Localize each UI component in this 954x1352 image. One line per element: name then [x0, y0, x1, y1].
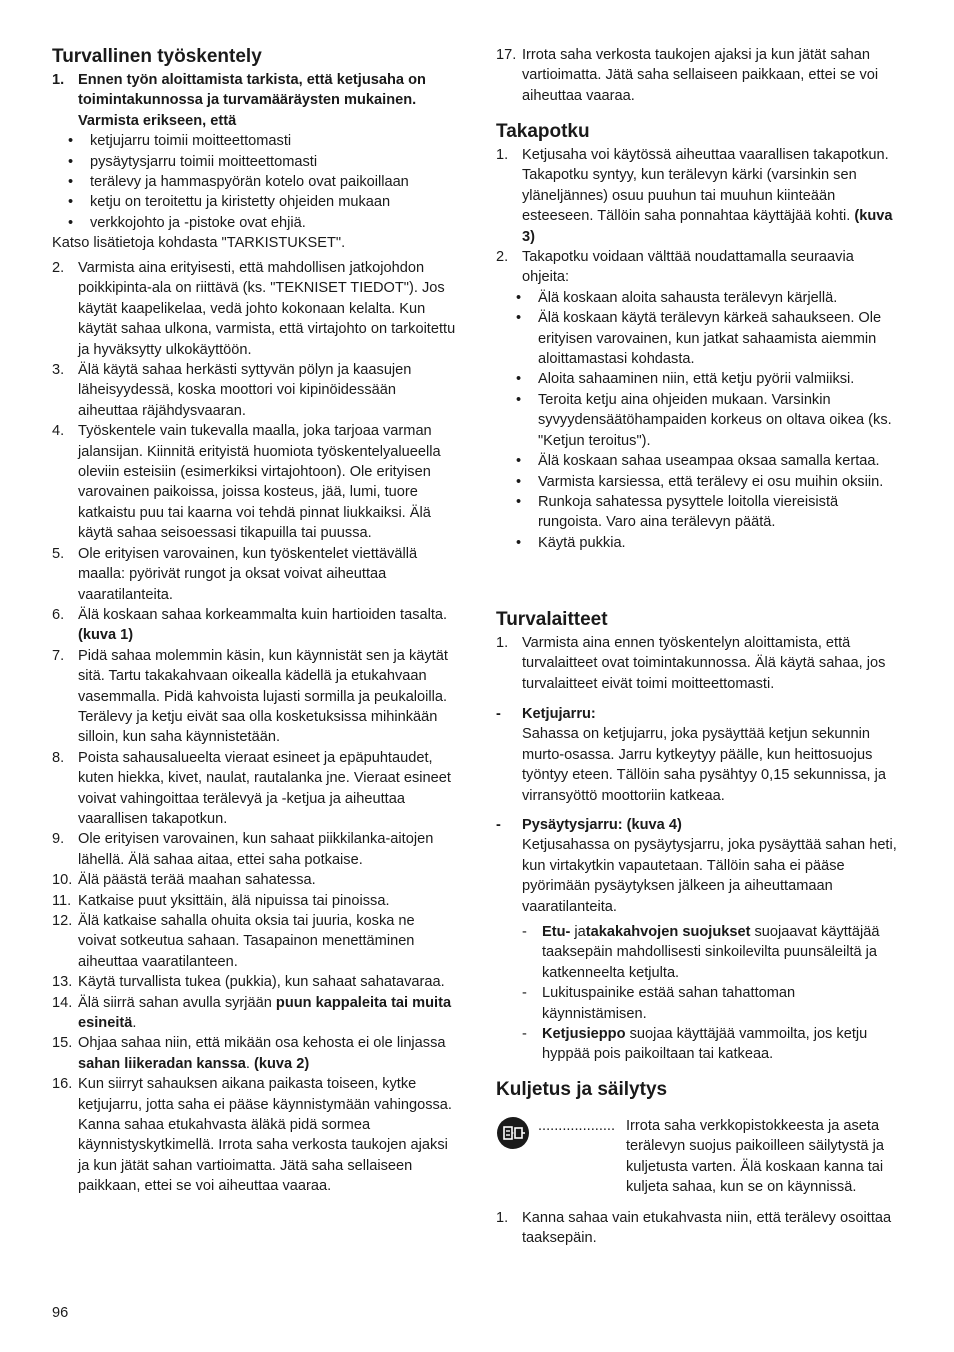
list-item: 1. Ketjusaha voi käytössä aiheuttaa vaarallisen takapotkun. Takapotku syntyy, kun terälevyn kärki (varsinkin sen yläneljännes) osuu puuhun tai muuhun kiinteään esteeseen. Tällöin saha ponnahtaa käyttäjää kohti. (kuva 3) — [496, 147, 893, 245]
list-item-14: 14. Älä siirrä sahan avulla syrjään puun kappaleita tai muita esineitä. — [52, 994, 452, 1032]
list-item-6: 6. Älä koskaan sahaa korkeammalta kuin hartioiden tasalta. (kuva 1) — [52, 606, 448, 644]
list-item-9: 9. Ole erityisen varovainen, kun sahaat piikkilanka-aitojen lähellä. Älä sahaa aitaa, ettei saha potkaise. — [52, 831, 434, 868]
section-heading-kuljetus: Kuljetus ja säilytys — [496, 1079, 668, 1100]
list-item-15: 15. Ohjaa sahaa niin, että mikään osa kehosta ei ole linjassa sahan liikeradan kanssa. (kuva 2) — [52, 1035, 446, 1072]
stop-brake-block: - Pysäytysjarru: (kuva 4) Ketjusahassa on pysäytysjarru, joka pysäyttää sahan heti, kun virtakytkin vapautetaan. Tällöin saha ei pääse pyörimään pysäytyksen jälkeen ja aiheuttamaan vaaratilanteita. — [496, 817, 897, 915]
transport-warning: Irrota saha verkkopistokkeesta ja aseta terälevyn suojus paikoilleen säilytystä ja kuljetusta varten. Älä koskaan kanna tai kuljeta sahaa, kun se on käynnissä. — [626, 1118, 884, 1196]
kickback-tips-list — [496, 288, 900, 553]
list-item: • terälevy ja hammaspyörän kotelo ovat paikoillaan — [68, 174, 409, 191]
list-item-16: 16. Kun siirryt sahauksen aikana paikasta toiseen, kytke ketjujarru, jotta saha ei pääse käynnistymään vahingossa. Kanna sahaa etukahvasta äläkä pidä sormea käynnistyskytkimellä. Irrota saha verkosta taukojen ajaksi ja kun jätät sahan vartioimatta. Jätä saha sellaiseen paikkaan, ettei se voi aiheuttaa vaaraa. — [52, 1076, 452, 1195]
list-item: 1. Kanna sahaa vain etukahvasta niin, että terälevy osoittaa taaksepäin. — [496, 1210, 892, 1247]
list-item-7: 7. Pidä sahaa molemmin käsin, kun käynnistät sen ja käytät sitä. Tartu takakahvaan oikealla kädellä ja etukahvaan vasemmalla. Pidä kahvoista lujasti sormilla ja peukaloilla. Terälevy ja ketju eivät saa olla kosketuksissa mihinkään silloin, kun saha käynnistetään. — [52, 647, 448, 746]
list-item: • Älä koskaan käytä terälevyn kärkeä sahaukseen. Ole erityisen varovainen, kun jatkat sahaamista aiemmin aloittamastasi kohdasta. — [516, 310, 882, 368]
list-item: - Ketjusieppo suojaa käyttäjää vammoilta, jos ketju hyppää pois paikoiltaan tai katkeaa. — [522, 1026, 868, 1063]
list-item-8: 8. Poista sahausalueelta vieraat esineet ja epäpuhtaudet, kuten hiekka, kivet, naulat, rautalanka jne. Vieraat esineet voivat vahingoittaa terälevyä ja -ketjua ja aiheuttaa vaarallisen takapotkun. — [52, 749, 451, 827]
list-item-4: 4. Työskentele vain tukevalla maalla, joka tarjoaa varman jalansijan. Kiinnitä erityistä huomiota työskentelyalueella oleviin esteisiin (esimerkiksi virtajohtoon). Ole erityisen varovainen paikoissa, joissa kosteus, jää, lumi, tuore katkaistu puu tai kaarna voi tehdä pinnat liukkaiksi. Älä käytä sahaa seisoessasi tikapuilla tai puussa. — [52, 423, 441, 542]
list-item-1 — [52, 70, 456, 254]
list-item-11: 11. Katkaise puut yksittäin, älä nipuissa tai pinoissa. — [52, 892, 390, 909]
list-item: - Lukituspainike estää sahan tahattoman käynnistämisen. — [522, 985, 796, 1022]
reference-note: Katso lisätietoja kohdasta "TARKISTUKSET". — [52, 235, 346, 252]
leader-dots: ................... — [538, 1118, 616, 1134]
page-number: 96 — [52, 1305, 69, 1321]
list-item-2: 2. Varmista aina erityisesti, että mahdollisen jatkojohdon poikkipinta-ala on riittävä (ks. "TEKNISET TIEDOT"). Jos käytät kaapelikelaa, vedä johto kokonaan kelalta. Kun käytät sahaa ulkona, varmista, että virtajohto on tarkoitettu ja hyväksytty ulkokäyttöön. — [52, 260, 456, 358]
numbered-list — [52, 258, 456, 1197]
unplug-icon — [496, 1116, 538, 1150]
transport-list — [496, 1208, 900, 1249]
list-item-10: 10. Älä päästä terää maahan sahatessa. — [52, 872, 316, 889]
turvalaitteet-list — [496, 633, 900, 694]
list-item: • Varmista karsiessa, että terälevy ei osu muihin oksiin. — [516, 473, 884, 490]
list-item: 2. Takapotku voidaan välttää noudattamalla seuraavia ohjeita: — [496, 249, 854, 286]
list-item-12: 12. Älä katkaise sahalla ohuita oksia tai juuria, koska ne voivat sotkeutua sahaan. Tasapainon menettäminen aiheuttaa vaaratilanteen. — [52, 913, 415, 970]
list-item: - Etu- jatakakahvojen suojukset suojaavat käyttäjää taaksepäin mahdollisesti sinkoilevilta puunsäleiltä ja katkenneelta ketjulta. — [522, 924, 880, 981]
list-item: • Aloita sahaaminen niin, että ketju pyörii valmiiksi. — [516, 371, 855, 388]
section-heading-turvalaitteet: Turvalaitteet — [496, 609, 608, 630]
list-item: • ketju on teroitettu ja kiristetty ohjeiden mukaan — [68, 194, 391, 211]
section-heading-takapotku: Takapotku — [496, 121, 590, 142]
safety-sublist — [496, 922, 900, 1065]
list-item-3: 3. Älä käytä sahaa herkästi syttyvän pölyn ja kaasujen läheisyydessä, koska moottori voi kipinöidessään aiheuttaa räjähdysvaaran. — [52, 362, 412, 419]
list-item: • Teroita ketju aina ohjeiden mukaan. Varsinkin syvyydensäätöhampaiden korkeus on oltava oikea (ks. "Ketjun teroitus"). — [516, 391, 892, 449]
takapotku-list — [496, 145, 900, 553]
item-number: 1. — [52, 72, 65, 88]
chain-brake-block: - Ketjujarru: Sahassa on ketjujarru, joka pysäyttää ketjun sekunnin murto-osassa. Jarru kytkeytyy päälle, kun heittosuojus työntyy eteen. Tällöin saha pysähtyy 0,15 sekunnissa, ja virransyöttö moottoriin katkeaa. — [496, 706, 886, 804]
list-item: • Käytä pukkia. — [516, 534, 626, 551]
check-list — [52, 131, 456, 233]
section-heading-turvallinen: Turvallinen työskentely — [52, 46, 262, 67]
transport-note — [496, 1116, 900, 1198]
list-item: • Älä koskaan aloita sahausta terälevyn kärjellä. — [516, 289, 838, 306]
list-item: • ketjujarru toimii moitteettomasti — [68, 133, 292, 150]
list-item-17: 17. Irrota saha verkosta taukojen ajaksi ja kun jätät sahan vartioimatta. Jätä saha sellaiseen paikkaan, ettei se voi aiheuttaa vaaraa. — [496, 47, 879, 104]
list-item: • Älä koskaan sahaa useampaa oksaa samalla kertaa. — [516, 453, 880, 470]
item-text: Ennen työn aloittamista tarkista, että ketjusaha on toimintakunnossa ja turvamääräysten mukainen. Varmista erikseen, että — [78, 72, 426, 129]
list-item-13: 13. Käytä turvallista tukea (pukkia), kun sahaat sahatavaraa. — [52, 974, 445, 991]
list-item: • pysäytysjarru toimii moitteettomasti — [68, 153, 318, 170]
list-item: • Runkoja sahatessa pysyttele loitolla viereisistä rungoista. Varo aina terälevyn päätä. — [516, 493, 839, 531]
list-item: • verkkojohto ja -pistoke ovat ehjiä. — [68, 214, 306, 231]
list-item-5: 5. Ole erityisen varovainen, kun työskentelet viettävällä maalla: pyörivät rungot ja oksat voivat aiheuttaa vaaratilanteita. — [52, 545, 418, 603]
list-item: 1. Varmista aina ennen työskentelyn aloittamista, että turvalaitteet ovat toimintakunnossa. Älä käytä sahaa, jos turvalaitteet eivät toimi moitteettomasti. — [496, 635, 886, 692]
